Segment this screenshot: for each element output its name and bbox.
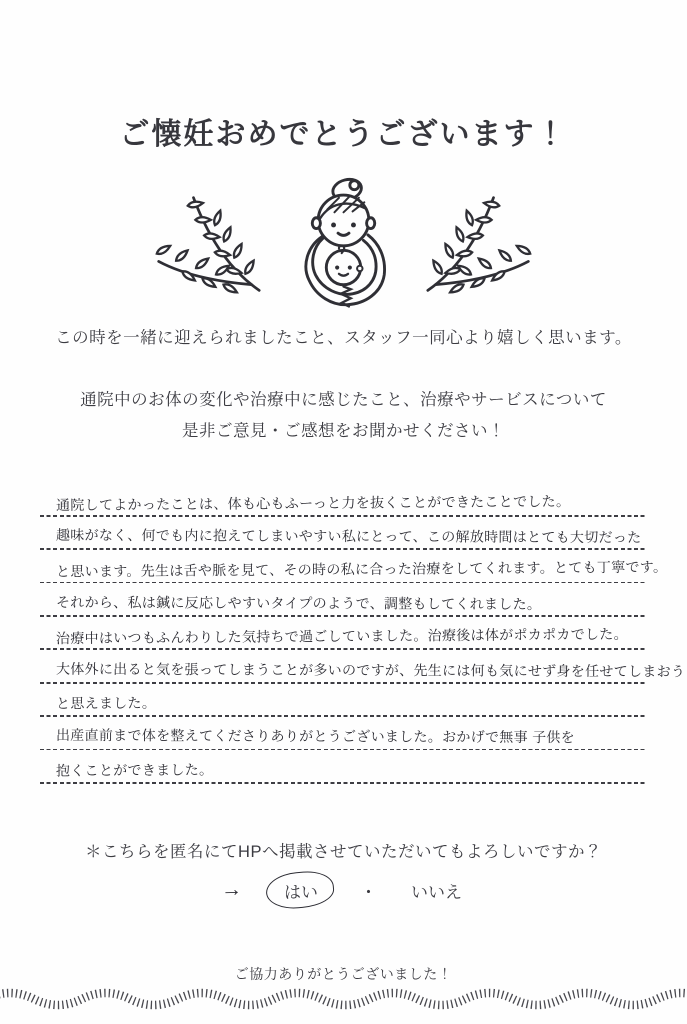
intro-message: この時を一緒に迎えられましたこと、スタッフ一同心より嬉しく思います。 [55,329,632,348]
feedback-prompt [0,385,687,447]
header-illustration [0,177,687,311]
option-separator: ・ [360,882,377,902]
page-title: ご懐妊おめでとうございます！ [119,118,568,152]
mother-holding-baby-icon [295,177,392,311]
feedback-ruled-line [40,517,647,550]
laurel-branch-left-icon [149,183,265,305]
handwritten-text: と思えました。 [55,694,157,712]
feedback-ruled-line [40,750,647,783]
consent-answer-row [0,875,687,906]
feedback-ruled-line [40,583,647,616]
consent-option-yes-circled[interactable]: はい [272,875,330,906]
feedback-ruled-line [40,483,647,516]
consent-section [0,838,687,906]
feedback-ruled-line [40,617,647,650]
consent-option-no[interactable]: いいえ [411,882,462,902]
feedback-ruled-line [40,650,686,683]
handwritten-text: 大体外に出ると気を張ってしまうことが多いのですが、先生には何も気にせず身を任せてしまおう [55,660,686,679]
handwritten-text: 出産直前まで体を整えてくださりありがとうございました。おかげで無事 子供を [55,727,576,746]
closing-message: ご協力ありがとうございました！ [234,965,453,982]
feedback-ruled-line [40,684,647,717]
feedback-prompt-line1: 通院中のお体の変化や治療中に感じたこと、治療やサービスについて [80,391,607,410]
handwritten-text: と思います。先生は舌や脈を見て、その時の私に合った治療をしてくれます。とても丁寧です。 [55,558,668,580]
handwritten-feedback-area [40,483,686,784]
handwritten-arrow: → [220,877,243,902]
handwritten-text: 趣味がなく、何でも内に抱えてしまいやすい私にとって、この解放時間はとても大切だった [55,526,642,546]
feedback-ruled-line [40,717,647,750]
handwritten-text: 抱くことができました。 [55,761,214,779]
feedback-ruled-line [40,550,668,583]
feedback-prompt-line2: 是非ご意見・ご感想をお聞かせください！ [182,422,505,441]
consent-question: ＊こちらを匿名にてHPへ掲載させていただいてもよろしいですか？ [85,842,602,861]
handwritten-text: 通院してよかったことは、体も心もふーっと力を抜くことができたことでした。 [55,492,571,513]
wavy-hatch-border [0,982,687,1010]
handwritten-text: それから、私は鍼に反応しやすいタイプのようで、調整もしてくれました。 [55,593,542,612]
handwritten-text: 治療中はいつもふんわりした気持ちで過ごしていました。治療後は体がポカポカでした。 [55,625,628,647]
laurel-branch-right-icon [422,183,538,305]
